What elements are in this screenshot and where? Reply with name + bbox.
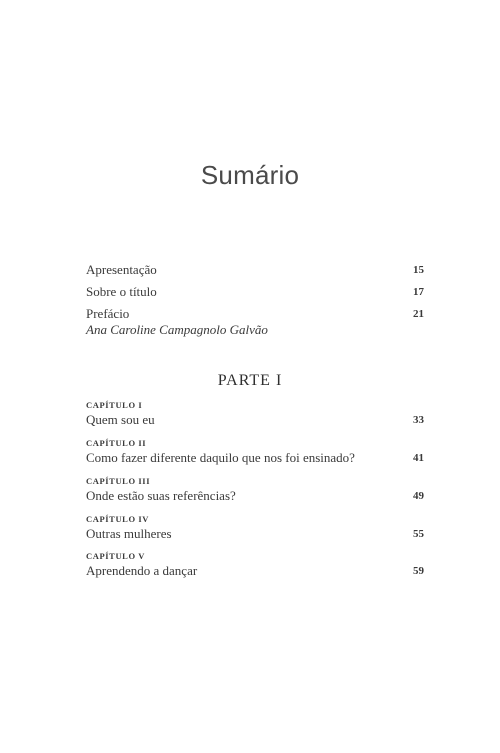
chapter-page-number: 59: [413, 565, 424, 577]
toc-chapter-4[interactable]: [86, 514, 424, 542]
toc-entry-page-number: 21: [413, 308, 424, 320]
chapter-title: Outras mulheres: [86, 526, 172, 541]
chapter-number: CAPÍTULO II: [86, 438, 147, 448]
chapter-page-number: 49: [413, 490, 424, 502]
chapter-title: Aprendendo a dançar: [86, 563, 198, 578]
toc-entry-label: Sobre o título: [86, 284, 157, 299]
page-title: Sumário: [200, 160, 300, 190]
toc-entry-label: Apresentação: [86, 262, 157, 277]
toc-entry-prefacio[interactable]: [86, 306, 424, 338]
chapter-number: CAPÍTULO III: [86, 476, 151, 486]
toc-entry-page-number: 15: [413, 264, 424, 276]
chapter-page-number: 41: [413, 452, 424, 464]
chapter-number: CAPÍTULO I: [86, 400, 143, 410]
chapter-title: Quem sou eu: [86, 412, 155, 427]
chapter-number: CAPÍTULO V: [86, 551, 145, 561]
chapter-title: Onde estão suas referências?: [86, 488, 236, 503]
chapter-title: Como fazer diferente daquilo que nos foi ensinado?: [86, 450, 355, 465]
toc-chapter-3[interactable]: [86, 476, 424, 504]
toc-entry-author: Ana Caroline Campagnolo Galvão: [86, 322, 268, 337]
toc-entry-page-number: 17: [413, 286, 424, 298]
chapter-number: CAPÍTULO IV: [86, 514, 150, 524]
toc-chapter-5[interactable]: [86, 551, 424, 579]
toc-chapter-1[interactable]: [86, 400, 424, 428]
toc-chapter-2[interactable]: [86, 438, 424, 466]
chapter-page-number: 33: [413, 414, 424, 426]
toc-entry-sobre-o-titulo[interactable]: [86, 284, 424, 300]
toc-entry-label: Prefácio: [86, 306, 130, 321]
chapter-page-number: 55: [413, 528, 424, 540]
toc-entry-apresentacao[interactable]: [86, 262, 424, 278]
part-heading: PARTE I: [217, 372, 283, 389]
